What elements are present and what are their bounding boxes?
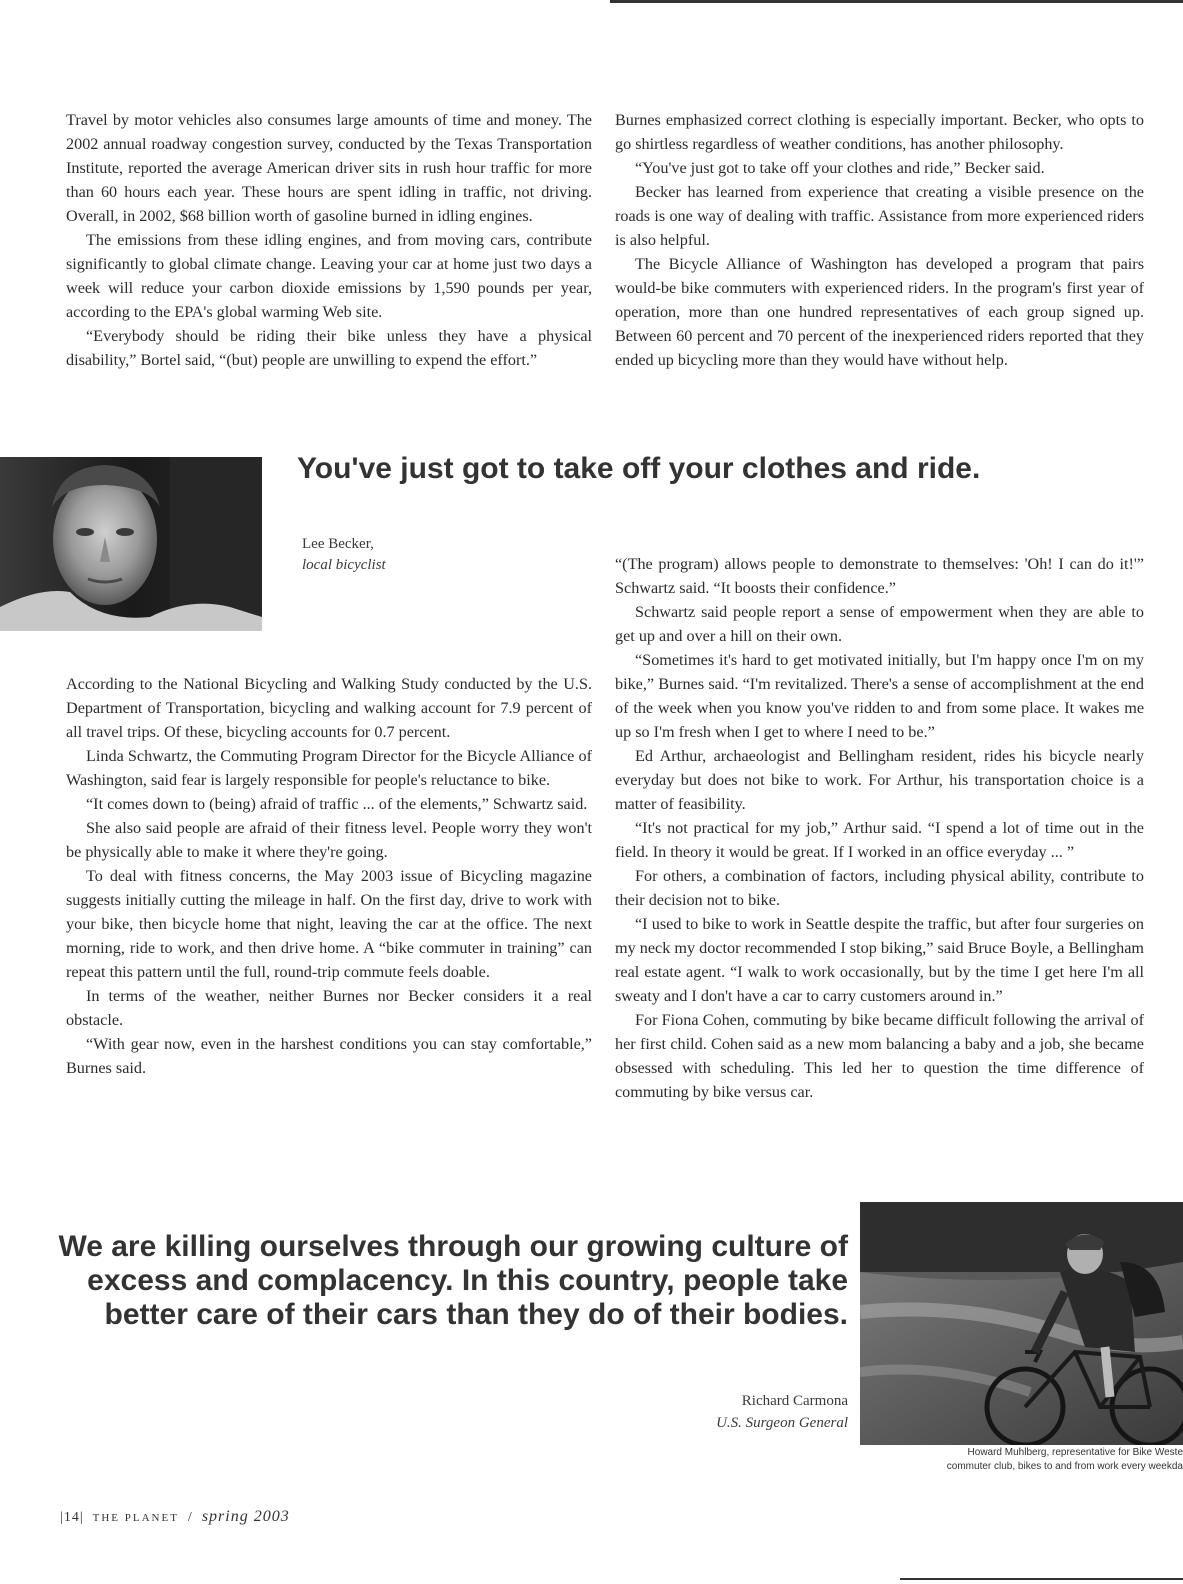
article-paragraph: “It's not practical for my job,” Arthur said. “I spend a lot of time out in the field. In theory it would be great. If I worked in an office everyday ... ”: [615, 819, 1144, 861]
article-column-top-right: [615, 108, 1144, 372]
article-paragraph: Schwartz said people report a sense of empowerment when they are able to get up and over a hill on their own.: [615, 603, 1144, 645]
issue-name: spring 2003: [201, 1508, 290, 1525]
pull-quote-becker-attribution: [302, 534, 386, 576]
article-column-top-left: [66, 108, 592, 372]
article-paragraph: “With gear now, even in the harshest conditions you can stay comfortable,” Burnes said.: [66, 1035, 592, 1077]
article-paragraph: Becker has learned from experience that creating a visible presence on the roads is one way of dealing with traffic. Assistance from more experienced riders is also helpful.: [615, 183, 1144, 249]
article-paragraph: “Sometimes it's hard to get motivated initially, but I'm happy once I'm on my bike,” Burnes said. “I'm revitalized. There's a sense of accomplishment at the end of the week when you know you've ridden to and from some place. It wakes me up so I'm fresh when I get to where I need to be.”: [615, 651, 1144, 741]
article-paragraph: The Bicycle Alliance of Washington has developed a program that pairs would-be bike commuters with experienced riders. In the program's first year of operation, more than one hundred representatives of each group signed up. Between 60 percent and 70 percent of the inexperienced riders reported that they ended up bicycling more than they would have without help.: [615, 255, 1144, 369]
pull-quote-carmona: We are killing ourselves through our growing culture of excess and complacency. In this country, people take better care of their cars than they do of their bodies.: [58, 1230, 848, 1331]
attribution-name: Richard Carmona: [741, 1393, 848, 1409]
article-paragraph: “Everybody should be riding their bike unless they have a physical disability,” Bortel said, “(but) people are unwilling to expend the effort.”: [66, 327, 592, 369]
article-paragraph: “(The program) allows people to demonstrate to themselves: 'Oh! I can do it!'” Schwartz said. “It boosts their confidence.”: [615, 555, 1144, 597]
article-paragraph: In terms of the weather, neither Burnes nor Becker considers it a real obstacle.: [66, 987, 592, 1029]
top-rule: [610, 0, 1183, 3]
article-paragraph: Linda Schwartz, the Commuting Program Director for the Bicycle Alliance of Washington, said fear is largely responsible for people's reluctance to bike.: [66, 747, 592, 789]
article-column-bottom-left: [66, 672, 592, 1080]
article-paragraph: She also said people are afraid of their fitness level. People worry they won't be physically able to make it where they're going.: [66, 819, 592, 861]
pull-quote-becker: You've just got to take off your clothes and ride.: [297, 452, 981, 485]
footer-separator: /: [187, 1510, 193, 1525]
page-number: 14: [63, 1510, 80, 1525]
article-column-bottom-right: [615, 552, 1144, 1104]
publication-name: THE PLANET: [92, 1512, 179, 1524]
attribution-role: U.S. Surgeon General: [716, 1415, 848, 1431]
lee-becker-portrait: [0, 457, 262, 631]
bottom-rule: [900, 1578, 1183, 1580]
photo-caption: [862, 1446, 1183, 1474]
attribution-role: local bicyclist: [302, 557, 386, 573]
article-paragraph: For Fiona Cohen, commuting by bike became difficult following the arrival of her first child. Cohen said as a new mom balancing a baby and a job, she became obsessed with scheduling. This led her to question the time difference of commuting by bike versus car.: [615, 1011, 1144, 1101]
article-paragraph: Burnes emphasized correct clothing is especially important. Becker, who opts to go shirtless regardless of weather conditions, has another philosophy.: [615, 111, 1144, 153]
article-paragraph: Travel by motor vehicles also consumes large amounts of time and money. The 2002 annual roadway congestion survey, conducted by the Texas Transportation Institute, reported the average American driver sits in rush hour traffic for more than 60 hours each year. These hours are spent idling in traffic, not driving. Overall, in 2002, $68 billion worth of gasoline burned in idling engines.: [66, 111, 592, 225]
article-paragraph: “You've just got to take off your clothes and ride,” Becker said.: [635, 159, 1045, 177]
article-paragraph: The emissions from these idling engines, and from moving cars, contribute significantly to global climate change. Leaving your car at home just two days a week will reduce your carbon dioxide emissions by 1,590 pounds per year, according to the EPA's global warming Web site.: [66, 231, 592, 321]
article-paragraph: Ed Arthur, archaeologist and Bellingham resident, rides his bicycle nearly everyday but does not bike to work. For Arthur, his transportation choice is a matter of feasibility.: [615, 747, 1144, 813]
page-footer: |14| THE PLANET / spring 2003: [60, 1508, 290, 1525]
article-paragraph: To deal with fitness concerns, the May 2003 issue of Bicycling magazine suggests initially cutting the mileage in half. On the first day, drive to work with your bike, then bicycle home that night, leaving the car at the office. The next morning, ride to work, and then drive home. A “bike commuter in training” can repeat this pattern until the full, round-trip commute feels doable.: [66, 867, 592, 981]
caption-line: commuter club, bikes to and from work every weekda: [946, 1461, 1183, 1472]
pull-quote-carmona-attribution: [560, 1390, 848, 1434]
article-paragraph: For others, a combination of factors, including physical ability, contribute to their decision not to bike.: [615, 867, 1144, 909]
article-paragraph: According to the National Bicycling and Walking Study conducted by the U.S. Department of Transportation, bicycling and walking account for 7.9 percent of all travel trips. Of these, bicycling accounts for 0.7 percent.: [66, 675, 592, 741]
article-paragraph: “I used to bike to work in Seattle despite the traffic, but after four surgeries on my neck my doctor recommended I stop biking,” said Bruce Boyle, a Bellingham real estate agent. “I walk to work occasionally, but by the time I get here I'm all sweaty and I don't have a car to carry customers around in.”: [615, 915, 1144, 1005]
cyclist-photo: [860, 1202, 1183, 1445]
caption-line: Howard Muhlberg, representative for Bike Weste: [967, 1447, 1183, 1458]
article-paragraph: “It comes down to (being) afraid of traffic ... of the elements,” Schwartz said.: [86, 795, 588, 813]
attribution-name: Lee Becker,: [302, 536, 374, 552]
